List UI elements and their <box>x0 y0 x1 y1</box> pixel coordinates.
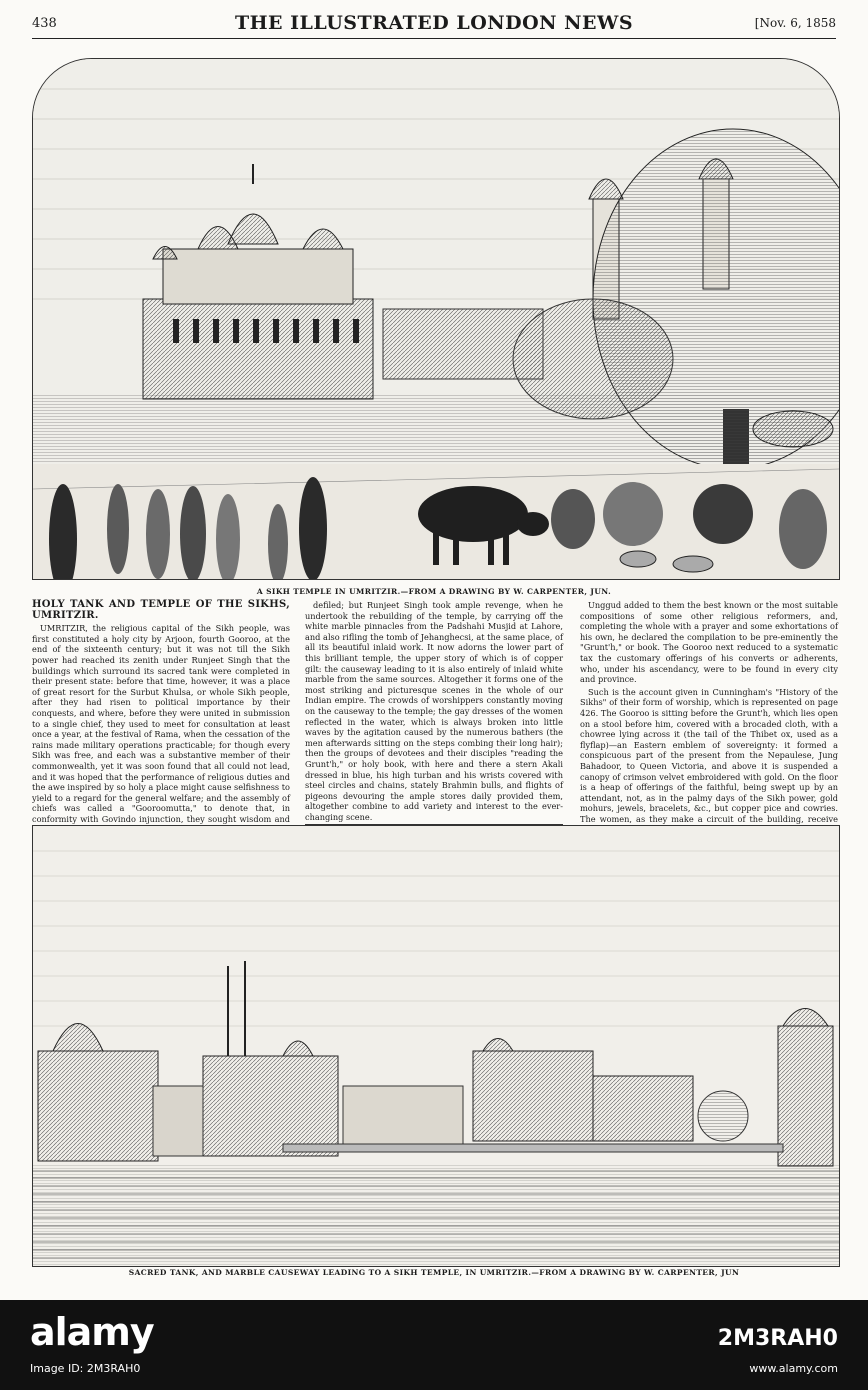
masthead: THE ILLUSTRATED LONDON NEWS <box>234 12 634 34</box>
article-heading: HOLY TANK AND TEMPLE OF THE SIKHS, UMRITZIR. <box>32 599 290 621</box>
article-paragraph: defiled; but Runjeet Singh took ample revenge, when he undertook the rebuilding of the temple, by carrying off the white marble pinnacles from the Padshahi Musjid at Lahore, and also rifling the tomb of Jehanghecsi, at the same place, of all its beautiful inlaid work. It now adorns the lower part of this brilliant temple, the upper story of which is of copper gilt: the causeway leading to it is also entirely of inlaid white marble from the same sources. Altogether it forms one of the most striking and picturesque scenes in the whole of our Indian empire. The crowds of worshippers constantly moving on the causeway to the temple; the gay dresses of the women reflected in the water, which is always broken into little waves by the agitation caused by the numerous bathers (the men afterwards sitting on the steps combing their long hair); then the groups of devotees and their disciples "reading the Grunt'h," or holy book, with here and there a stern Akali dressed in blue, his high turban and his wrists covered with steel circles and chains, stately Brahmin bulls, and flights of pigeons devouring the ample stores daily provided them, altogether combine to add variety and interest to the ever-changing scene. <box>305 600 563 822</box>
image-code: 2M3RAH0 <box>717 1326 838 1351</box>
alamy-logo: alamy <box>30 1310 154 1354</box>
article-paragraph: Unggud added to them the best known or the most suitable compositions of some other religious reformers, and, completing the whole with a prayer and some exhortations of his own, he declared the compilation to be pre-eminently the "Grunt'h," or book. The Gooroo next reduced to a systematic tax the customary offerings of his converts or adherents, who, under his ascendancy, were to be found in every city and province. <box>580 600 838 685</box>
page-number: 438 <box>32 16 57 31</box>
page-header <box>32 10 836 34</box>
article-paragraph: Such is the account given in Cunningham's "History of the Sikhs" of their form of worship, which is represented on page 426. The Gooroo is sitting before the Grunt'h, which lies open on a stool before him, covered with a brocaded cloth, with a chowree lying across it (the tail of the Thibet ox, used as a flyflap)—an Eastern emblem of sovereignty: it formed a conspicuous part of the present from the Nepaulese, Jung Bahadoor, to Queen Victoria, and above it is suspended a canopy of crimson velvet embroidered with gold. On the floor is a heap of offerings of the faithful, being swept up by an attendant, not, as in the palmy days of the Sikh power, gold mohurs, jewels, bracelets, &c., but copper pice and cowries. The women, as they make a circuit of the building, receive <box>580 686 838 824</box>
site-url: www.alamy.com <box>749 1362 838 1375</box>
sacred-tank-engraving-art <box>33 826 839 1266</box>
article-paragraph: UMRITZIR, the religious capital of the Sikh people, was first constituted a holy city by Arjoon, fourth Gooroo, at the end of the sixteenth century; but it was not till the Sikh power had reached its zenith under Runjeet Singh that the buildings which surround its sacred tank were completed in their present state: before that time, however, it was a place of great resort for the Surbut Khulsa, or whole Sikh people, after they had risen to political importance by their conquests, and where, before they were united in submission to a single chief, they used to meet for consultation at least once a year, at the festival of Rama, when the cessation of the rains made military operations practicable; for though every Sikh was free, and each was a substantive member of their commonwealth, yet it was soon found that all could not lead, and it was hoped that the performance of religious duties and the awe inspired by so holy a place might cause selfishness to yield to a regard for the general welfare; and the assembly of chiefs was called a "Gooroomutta," to denote that, in conformity with Govindo injunction, they sought wisdom and <box>32 623 290 824</box>
stock-watermark-bar <box>0 1300 868 1390</box>
image-id-label: Image ID: 2M3RAH0 <box>30 1362 141 1375</box>
sacred-tank-engraving <box>32 825 840 1267</box>
top-illustration-caption: A SIKH TEMPLE IN UMRITZIR.—FROM A DRAWING BY W. CARPENTER, JUN. <box>256 587 612 596</box>
temple-engraving-art <box>33 59 839 579</box>
right-tower <box>778 1009 833 1167</box>
header-rule <box>32 38 836 39</box>
bottom-illustration-caption: SACRED TANK, AND MARBLE CAUSEWAY LEADING TO A SIKH TEMPLE, IN UMRITZIR.—FROM A DRAWING BY W. CARPENTER, JUN <box>128 1268 740 1277</box>
issue-date: [Nov. 6, 1858 <box>754 16 836 30</box>
sikh-temple-engraving <box>32 58 840 580</box>
